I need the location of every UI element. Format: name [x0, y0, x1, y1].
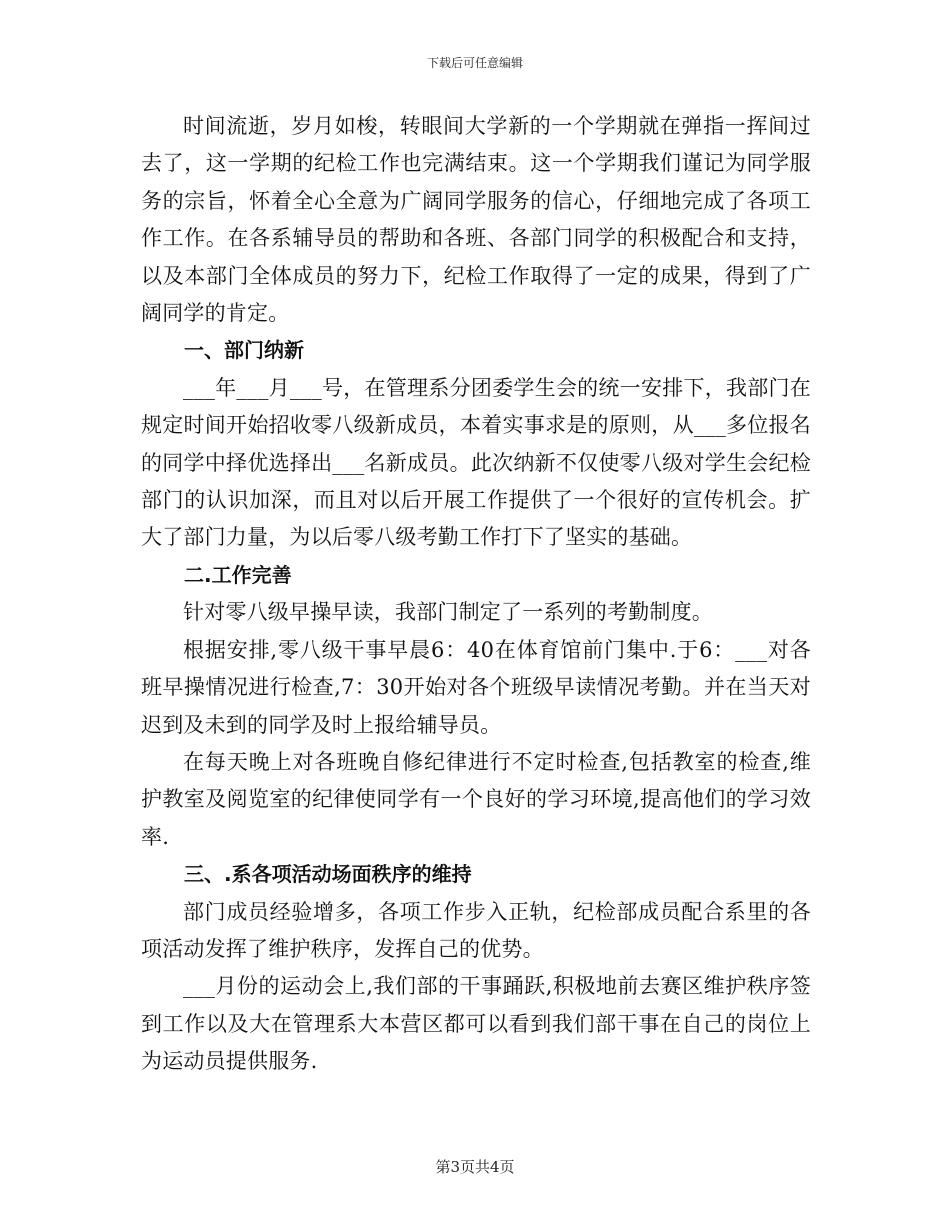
page-header: 下载后可任意编辑: [426, 56, 523, 70]
paragraph-evening-check: 在每天晚上对各班晚自修纪律进行不定时检查,包括教室的检查,维护教室及阅览室的纪律使同学有一个良好的学习环境,提高他们的学习效率.: [141, 749, 811, 849]
paragraph-intro: 时间流逝，岁月如梭，转眼间大学新的一个学期就在弹指一挥间过去了，这一学期的纪检工作也完满结束。这一个学期我们谨记为同学服务的宗旨，怀着全心全意为广阔同学服务的信心，仔细地完成了各项工作工作。在各系辅导员的帮助和各班、各部门同学的积极配合和支持，以及本部门全体成员的努力下，纪检工作取得了一定的成果，得到了广阔同学的肯定。: [141, 114, 811, 326]
paragraph-attendance-system: 针对零八级早操早读，我部门制定了一系列的考勤制度。: [183, 600, 713, 625]
page-footer: 第3页共4页: [435, 1158, 515, 1176]
document-body: [141, 108, 811, 1081]
section-heading-order: 三、.系各项活动场面秩序的维持: [184, 862, 472, 887]
paragraph-morning-schedule: 根据安排,零八级干事早晨6：40在体育馆前门集中.于6：___对各班早操情况进行检查,7：30开始对各个班级早读情况考勤。并在当天对迟到及未到的同学及时上报给辅导员。: [141, 637, 811, 737]
paragraph-recruitment: ___年___月___号，在管理系分团委学生会的统一安排下，我部门在规定时间开始招收零八级新成员，本着实事求是的原则，从___多位报名的同学中择优选择出___名新成员。此次纳新不仅使零八级对学生会纪检部门的认识加深，而且对以后开展工作提供了一个很好的宣传机会。扩大了部门力量，为以后零八级考勤工作打下了坚实的基础。: [141, 375, 811, 550]
section-heading-improvement: 二.工作完善: [184, 562, 292, 587]
section-heading-recruitment: 一、部门纳新: [184, 338, 304, 363]
paragraph-sports-meet: ___月份的运动会上,我们部的干事踊跃,积极地前去赛区维护秩序签到工作以及大在管理系大本营区都可以看到我们部干事在自己的岗位上为运动员提供服务.: [141, 974, 811, 1074]
paragraph-member-experience: 部门成员经验增多，各项工作步入正轨，纪检部成员配合系里的各项活动发挥了维护秩序，发挥自己的优势。: [141, 899, 811, 961]
